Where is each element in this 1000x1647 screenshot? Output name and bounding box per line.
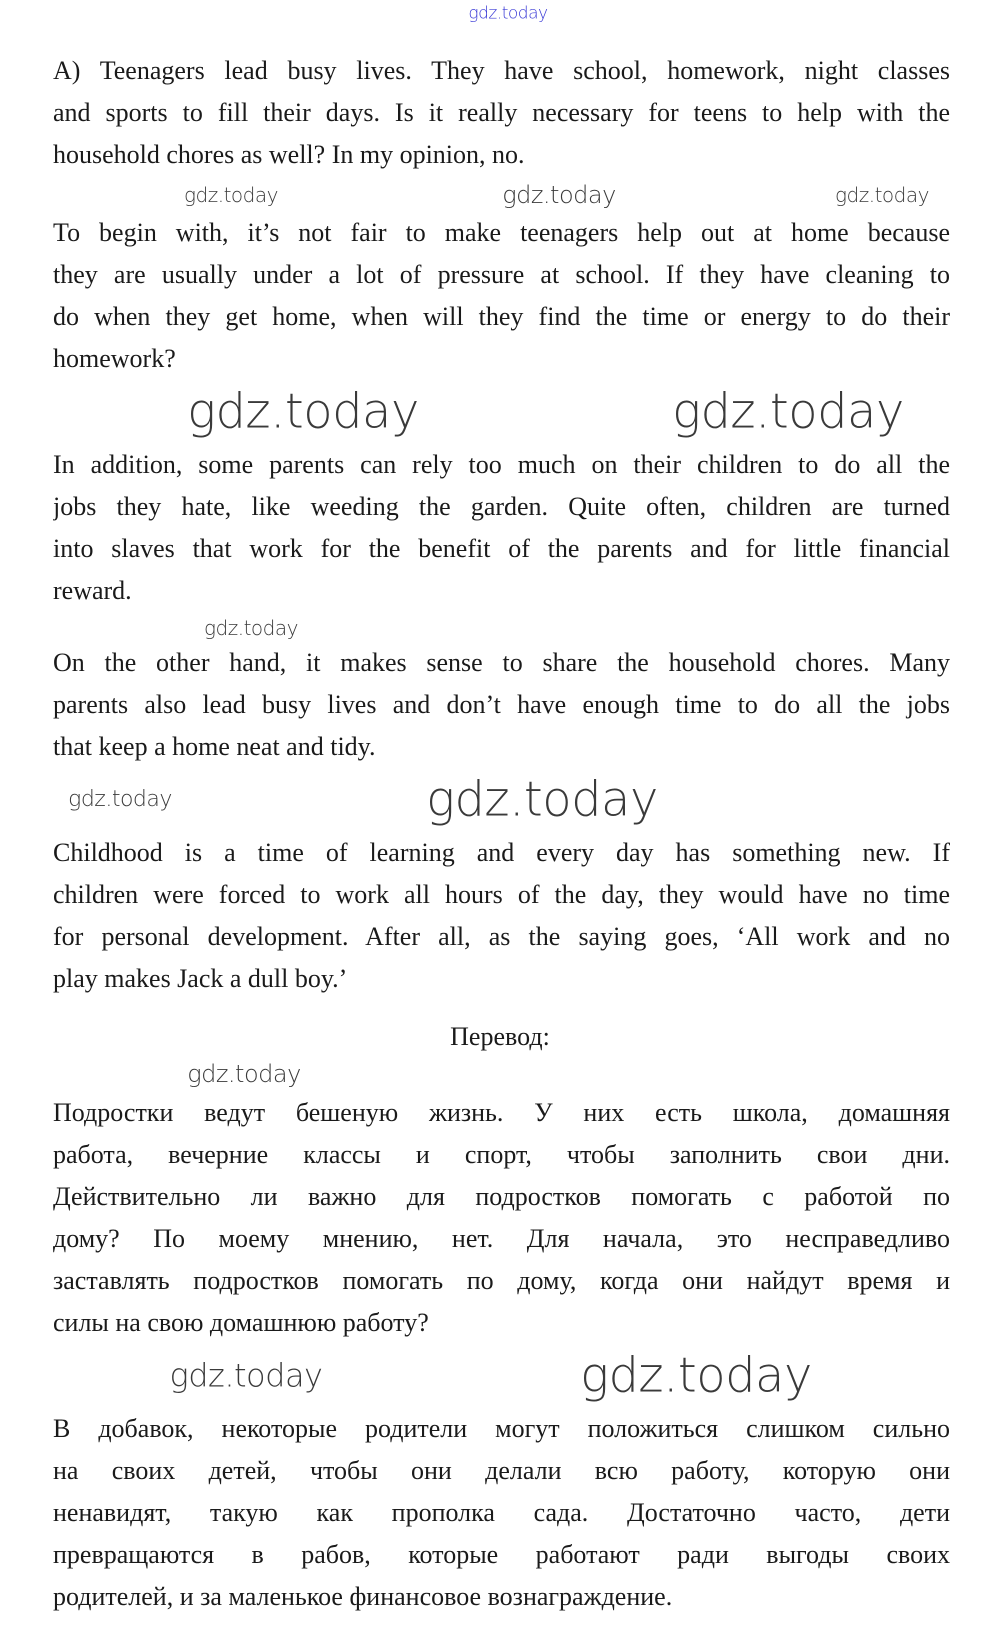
watermark: gdz.today [184,183,278,207]
text-line: заставлять подростков помогать по дому, когда они найдут время и [53,1266,950,1295]
translation-heading: Перевод: [450,1022,550,1051]
watermark: gdz.today [580,1347,812,1404]
russian-paragraph [53,1092,950,1344]
text-line: A) Teenagers lead busy lives. They have school, homework, night classes [53,56,950,85]
text-line: Действительно ли важно для подростков помогать с работой по [53,1182,950,1211]
watermark: gdz.today [187,383,419,440]
watermark: gdz.today [672,383,904,440]
text-line: household chores as well? In my opinion, no. [53,140,525,169]
text-line: на своих детей, чтобы они делали всю работу, которую они [53,1456,950,1485]
watermark: gdz.today [169,1356,323,1395]
text-line: дому? По моему мнению, нет. Для начала, это несправедливо [53,1224,950,1253]
text-line: превращаются в рабов, которые работают ради выгоды своих [53,1540,950,1569]
text-line: ненавидят, такую как прополка сада. Достаточно часто, дети [53,1498,950,1527]
text-line: play makes Jack a dull boy.’ [53,964,348,993]
watermark: gdz.today [204,616,298,640]
text-line: parents also lead busy lives and don’t have enough time to do all the jobs [53,690,950,719]
text-line: работа, вечерние классы и спорт, чтобы заполнить свои дни. [53,1140,950,1169]
english-paragraph [53,212,950,380]
watermark: gdz.today [68,786,172,812]
text-line: родителей, и за маленькое финансовое вознаграждение. [53,1582,673,1611]
text-line: children were forced to work all hours of the day, they would have no time [53,880,950,909]
text-line: jobs they hate, like weeding the garden. Quite often, children are turned [53,492,950,521]
text-line: reward. [53,576,132,605]
watermark: gdz.today [187,1059,301,1088]
english-paragraph [53,642,950,768]
text-line: that keep a home neat and tidy. [53,732,376,761]
text-line: In addition, some parents can rely too much on their children to do all the [53,450,950,479]
watermark: gdz.today [468,3,548,24]
text-line: On the other hand, it makes sense to share the household chores. Many [53,648,950,677]
text-line: силы на свою домашнюю работу? [53,1308,429,1337]
russian-paragraph [53,1408,950,1618]
text-line: Childhood is a time of learning and every day has something new. If [53,838,950,867]
text-line: they are usually under a lot of pressure at school. If they have cleaning to [53,260,950,289]
text-line: do when they get home, when will they find the time or energy to do their [53,302,950,331]
text-line: into slaves that work for the benefit of the parents and for little financial [53,534,950,563]
watermark: gdz.today [426,771,658,828]
text-line: To begin with, it’s not fair to make teenagers help out at home because [53,218,950,247]
english-paragraph [53,50,950,176]
english-paragraph [53,444,950,612]
text-line: Подростки ведут бешеную жизнь. У них есть школа, домашняя [53,1098,950,1127]
watermark: gdz.today [835,183,929,207]
text-line: homework? [53,344,176,373]
text-line: and sports to fill their days. Is it really necessary for teens to help with the [53,98,950,127]
watermark: gdz.today [502,180,616,209]
english-paragraph [53,832,950,1000]
text-line: for personal development. After all, as the saying goes, ‘All work and no [53,922,950,951]
text-line: В добавок, некоторые родители могут положиться слишком сильно [53,1414,950,1443]
